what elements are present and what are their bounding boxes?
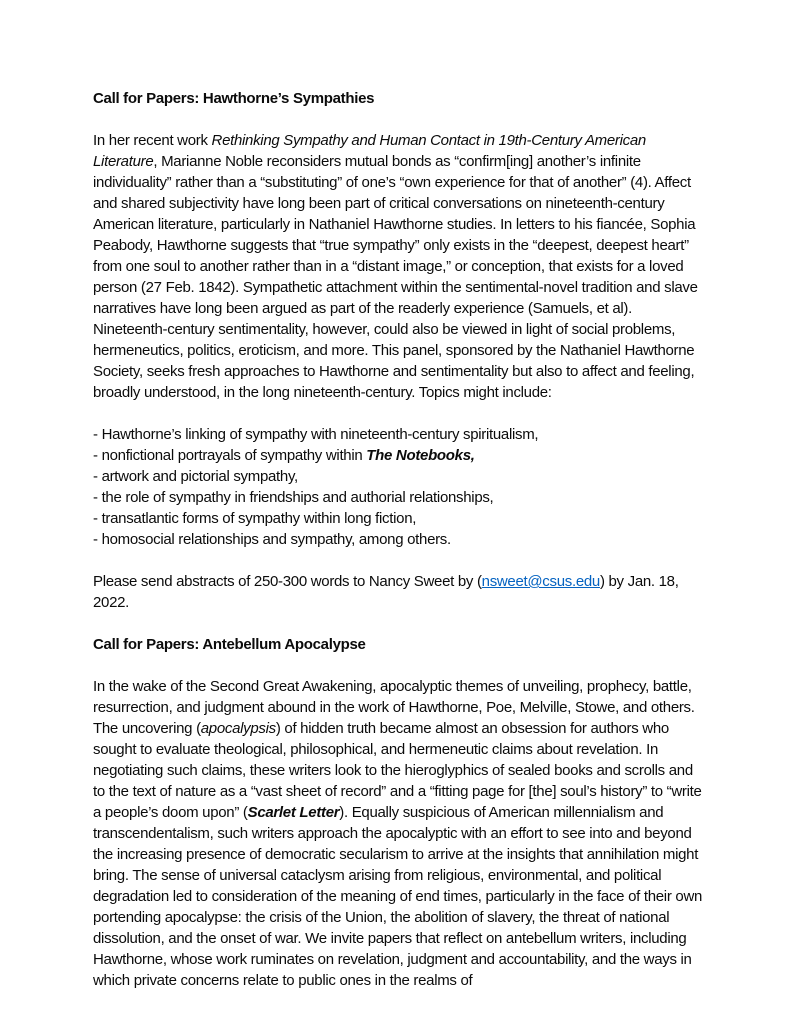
topic-item [93, 508, 705, 529]
topic-item [93, 487, 705, 508]
cfp2-paragraph [93, 676, 705, 991]
text-run: In her recent work [93, 132, 212, 149]
text-run: Rethinking Sympathy and Human Contact in 19th-Century American Literature [93, 132, 646, 170]
text-run: Please send abstracts of 250-300 words to Nancy Sweet by ( [93, 573, 482, 590]
text-run: In the wake of the Second Great Awakening, apocalyptic themes of unveiling, prophecy, battle, resurrection, and judgment abound in the work of Hawthorne, Poe, Melville, Stowe, and others. The uncovering ( [93, 678, 695, 737]
cfp2-heading: Call for Papers: Antebellum Apocalypse [93, 636, 366, 653]
text-run: - artwork and pictorial sympathy, [93, 468, 298, 485]
email-link[interactable]: nsweet@csus.edu [481, 573, 600, 590]
text-run: - the role of sympathy in friendships and authorial relationships, [93, 489, 494, 506]
cfp1-paragraph [93, 130, 705, 403]
text-run: - transatlantic forms of sympathy within long fiction, [93, 510, 417, 527]
text-run: - homosocial relationships and sympathy, among others. [93, 531, 451, 548]
text-run: ) by Jan. 18, 2022. [93, 573, 679, 611]
cfp1-topics-list [93, 424, 705, 550]
text-run: ). Equally suspicious of American millennialism and transcendentalism, such writers approach the apocalyptic with an effort to see into and beyond the increasing presence of democratic secularism to arrive at the insights that annihilation might bring. The sense of universal cataclysm arising from religious, environmental, and political degradation led to consideration of the meaning of end times, particularly in the face of their own portending apocalypse: the crisis of the Union, the abolition of slavery, the threat of national dissolution, and the onset of war. We invite papers that reflect on antebellum writers, including Hawthorne, whose work ruminates on revelation, judgment and accountability, and the ways in which private concerns relate to public ones in the realms of [93, 804, 703, 989]
topic-item [93, 466, 705, 487]
text-run: Scarlet Letter [247, 804, 340, 821]
cfp1-contact-line [93, 571, 705, 613]
text-run: , Marianne Noble reconsiders mutual bonds as “confirm[ing] another’s infinite individuality” rather than a “substituting” of one’s “own experience for that of another” (4). Affect and shared subjectivity have long been part of critical conversations on nineteenth-century American literature, particularly in Nathaniel Hawthorne studies. In letters to his fiancée, Sophia Peabody, Hawthorne suggests that “true sympathy” only exists in the “deepest, deepest heart” from one soul to another rather than in a “distant image,” or conception, that exists for a loved person (27 Feb. 1842). Sympathetic attachment within the sentimental-novel tradition and slave narratives have long been argued as part of the readerly experience (Samuels, et al). Nineteenth-century sentimentality, however, could also be viewed in light of social problems, hermeneutics, politics, eroticism, and more. This panel, sponsored by the Nathaniel Hawthorne Society, seeks fresh approaches to Hawthorne and sentimentality but also to affect and feeling, broadly understood, in the long nineteenth-century. Topics might include: [93, 153, 698, 401]
cfp1-heading: Call for Papers: Hawthorne’s Sympathies [93, 90, 375, 107]
text-run: - nonfictional portrayals of sympathy within [93, 447, 367, 464]
topic-item [93, 529, 705, 550]
text-run: - Hawthorne’s linking of sympathy with nineteenth-century spiritualism, [93, 426, 539, 443]
text-run: ) of hidden truth became almost an obsession for authors who sought to evaluate theological, philosophical, and hermeneutic claims about revelation. In negotiating such claims, these writers look to the hieroglyphics of sealed books and scrolls and to the text of nature as a “vast sheet of record” and a “fitting page for [the] soul’s history” to “write a people’s doom upon” ( [93, 720, 702, 821]
text-run: The Notebooks, [366, 447, 475, 464]
topic-item [93, 445, 705, 466]
topic-item [93, 424, 705, 445]
text-run: apocalypsis [200, 720, 276, 737]
